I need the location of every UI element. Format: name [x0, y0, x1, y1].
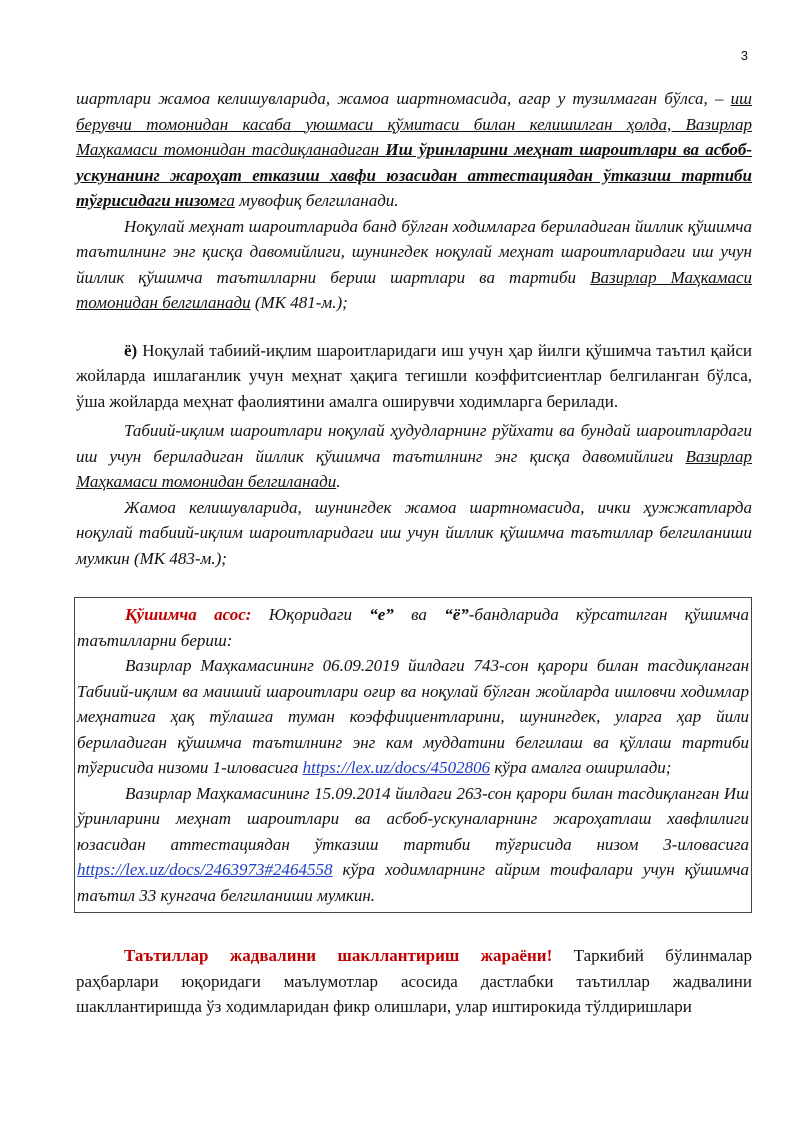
item-marker: ё) — [124, 340, 138, 360]
additional-basis-box — [74, 597, 752, 913]
quoted-item: “е” — [369, 605, 394, 624]
page-content — [76, 86, 752, 1020]
paragraph-item-yo — [76, 338, 752, 415]
text-span: ва — [393, 605, 445, 624]
text-span: мувофиқ белгиланади. — [234, 191, 399, 210]
underlined-text: га — [219, 191, 235, 210]
text-span: Ноқулай табиий-иқлим шароитларидаги иш учун ҳар йилги қўшимча таътил қайси жойларда ишлаганлик учун меҳнат ҳақига тегишли коэффитсиентлар белгиланган бўлса, ўша жойларда меҳнат фаолиятини амалга оширувчи ходимларга берилади. — [76, 340, 752, 411]
vacation-schedule-heading: Таътиллар жадвалини шакллантириш жараёни! — [124, 946, 553, 965]
text-span: Жамоа келишувларида, шунингдек жамоа шартномасида, ички ҳужжатларда ноқулай табиий-иқлим шароитларидаги иш учун йиллик қўшимча таътиллар белгиланиши мумкин (МК 483-м.); — [76, 497, 752, 568]
text-span: Вазирлар Маҳкамасининг 06.09.2019 йилдаги 743-сон қарори билан тасдиқланган Табиий-иқлим ва маиший шароитлари оғир ва ноқулай бўлган жойларда ишловчи ходимлар меҳнатига ҳақ тўлашга туман коэффициентларини, шунингдек, уларга ҳар йили бериладиган қўшимча таътилнинг энг кам муддатини белгилаш ва қўллаш тартиби тўғрисида низоми 1-иловасига — [77, 656, 749, 777]
text-span: шартлари жамоа келишувларида, жамоа шартномасида, агар у тузилмаган бўлса, – — [76, 89, 731, 108]
page-number: 3 — [740, 48, 748, 63]
box-resolution-263 — [75, 781, 751, 909]
underlined-text: Вазирлар Маҳкамаси томонидан белгиланади — [76, 267, 752, 312]
text-span: (МК 481-м.); — [250, 293, 348, 312]
paragraph-climate-regions — [76, 418, 752, 495]
text-span: Юқоридаги — [251, 605, 370, 624]
additional-basis-label: Қўшимча асос: — [125, 605, 252, 624]
text-span: кўра ходимларнинг айрим тоифалари учун қўшимча таътил 33 кунгача белгиланиши мумкин. — [77, 860, 749, 905]
text-span: Табиий-иқлим шароитлари ноқулай ҳудудларнинг рўйхати ва бундай шароитлардаги иш учун бериладиган йиллик қўшимча таътилнинг энг қисқа давомийлиги — [76, 421, 752, 466]
text-span: Вазирлар Маҳкамасининг 15.09.2014 йилдаги 263-сон қарори билан тасдиқланган Иш ўринларини меҳнат шароитлари ва асбоб-ускуналарнинг жароҳатлаш хавфлилиги юзасидан аттестациядан ўтказиш тартиби тўғрисида низом 3-иловасига — [77, 783, 749, 854]
text-span: . — [336, 472, 341, 491]
paragraph-collective-agreements — [76, 495, 752, 572]
paragraph-attestation-rules — [76, 86, 752, 214]
text-span: -бандларида кўрсатилган қўшимча таътилларни бериш: — [77, 605, 749, 650]
underlined-text: иш берувчи томонидан касаба уюшмаси қўмитаси билан келишилган ҳолда, Вазирлар Маҳкамаси томонидан тасдиқланадиган — [76, 89, 752, 159]
regulation-title: Иш ўринларини меҳнат шароитлари ва асбоб-ускунанинг жароҳат етказиш хавфи юзасидан аттестациядан ўтказиш тартиби тўғрисидаги низом — [76, 140, 753, 210]
text-span: кўра амалга оширилади; — [490, 758, 672, 777]
box-resolution-743 — [75, 653, 751, 781]
lex-uz-link-4502806[interactable]: https://lex.uz/docs/4502806 — [302, 758, 491, 777]
text-span: Ноқулай меҳнат шароитларида банд бўлган ходимларга бериладиган йиллик қўшимча таътилнинг энг қисқа давомийлиги, шунингдек ноқулай меҳнат шароитларидаги иш учун йиллик қўшимча таътилларни бериш шартлари ва тартиби — [76, 216, 752, 287]
underlined-text: Вазирлар Маҳкамаси томонидан белгиланади — [76, 446, 752, 491]
text-span: Таркибий бўлинмалар раҳбарлари юқоридаги маълумотлар асосида дастлабки таътиллар жадвалини шакллантиришда ўз ходимларидан фикр олишлари, улар иштирокида тўлдиришлари — [76, 946, 752, 1016]
paragraph-unfavorable-conditions — [76, 214, 752, 316]
lex-uz-link-2463973[interactable]: https://lex.uz/docs/2463973#2464558 — [77, 860, 333, 879]
paragraph-vacation-schedule — [76, 943, 752, 1020]
box-intro — [75, 602, 751, 653]
quoted-item: “ё” — [444, 605, 469, 624]
